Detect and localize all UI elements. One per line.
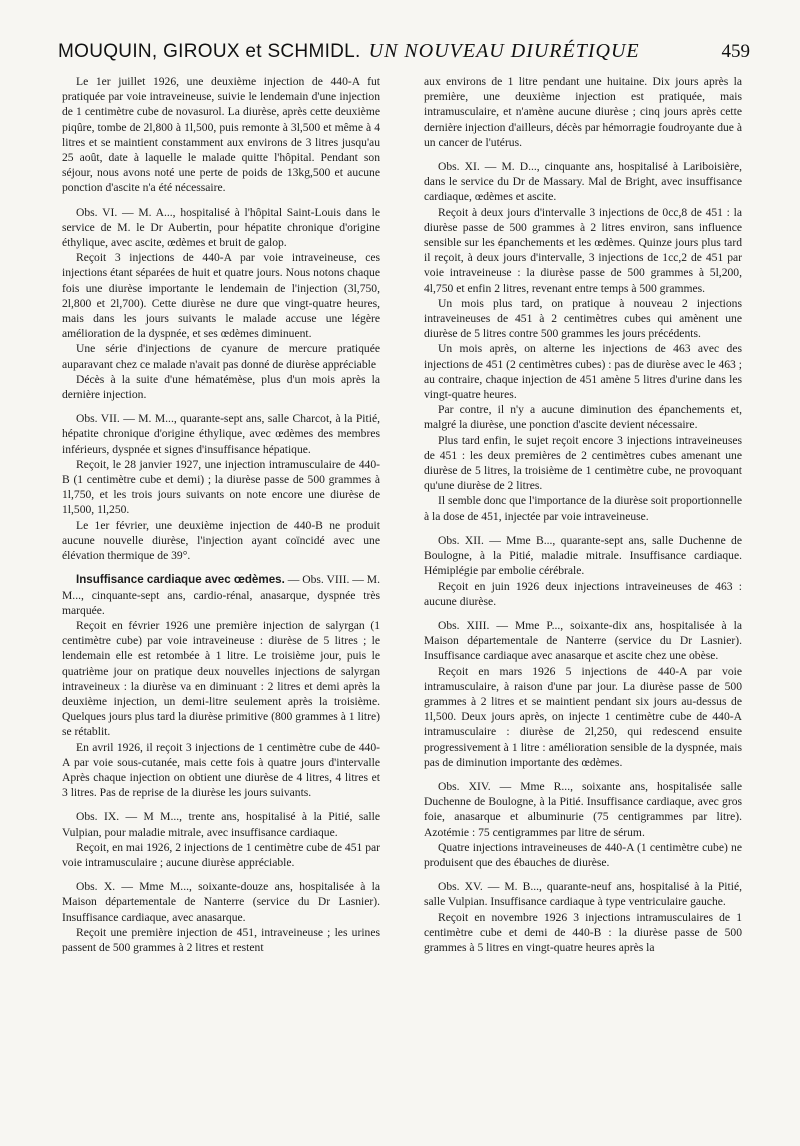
- paragraph-text: Obs. X. — Mme M..., soixante-douze ans, hospitalisée à la Maison départementale de Nanterre (service du Dr Lasnier). Insuffisance cardiaque, avec anasarque.: [62, 880, 380, 924]
- paragraph-text: En avril 1926, il reçoit 3 injections de 1 centimètre cube de 440-A par voie sous-cutanée, mais cette fois à quatre jours d'intervalle Après chaque injection on obtient une diurèse de 4 litres, 4 litres et 3 litres. Pas de reprise de la diurèse les jours suivants.: [62, 740, 380, 800]
- header-left: [58, 40, 640, 63]
- paragraph-text: Reçoit en juin 1926 deux injections intraveineuses de 463 : aucune diurèse.: [424, 579, 742, 608]
- paragraph-text: Décès à la suite d'une hématémèse, plus d'un mois après la dernière injection.: [62, 372, 380, 402]
- paragraph-text: Reçoit une première injection de 451, intraveineuse ; les urines passent de 500 grammes à 2 litres et restent: [62, 925, 380, 954]
- body-paragraph: [424, 296, 742, 342]
- observation-paragraph: [62, 411, 380, 457]
- paragraph-text: Il semble donc que l'importance de la diurèse soit proportionnelle à la dose de 451, injectée par voie intraveineuse.: [424, 494, 742, 523]
- paragraph-text: Reçoit en février 1926 une première injection de salyrgan (1 centimètre cube) par voie intraveineuse : diurèse de 5 litres ; le lendemain elle est retombée à 1 litre. Le troisième jour, puis le quatrième jour on pratique deux nouvelles injections de salyrgan intraveineux : la diurèse va en diminuant : 2 litres et demi après la deuxième injection, un demi-litre seulement après la troisième. Quelques jours plus tard la diurèse primitive (800 grammes à 1 litre) se rétablit.: [62, 618, 380, 739]
- left-text-column: [62, 74, 380, 955]
- paragraph-text: Obs. VI. — M. A..., hospitalisé à l'hôpital Saint-Louis dans le service de M. le Dr Aubertin, pour hépatite chronique d'origine éthylique, avec ascite, œdèmes et bruit de galop.: [62, 205, 380, 250]
- paragraph-text: Obs. XIII. — Mme P..., soixante-dix ans, hospitalisée à la Maison départementale de Nanterre (service du Dr Lasnier). Insuffisance cardiaque avec anasarque et ascite chez une obèse.: [424, 618, 742, 663]
- paragraph-text: Le 1er février, une deuxième injection de 440-B ne produit aucune nouvelle diurèse, l'injection ayant coïncidé avec une élévation thermique de 39°.: [62, 518, 380, 563]
- page-number: 459: [721, 41, 750, 62]
- body-paragraph: [424, 341, 742, 402]
- body-paragraph: [424, 910, 742, 956]
- paragraph-text: — Obs. VIII. — M. M..., cinquante-sept ans, cardio-rénal, anasarque, dyspnée très marquée.: [62, 573, 380, 617]
- paragraph-text: Un mois après, on alterne les injections de 463 avec des injections de 451 (2 centimètres cubes) : pas de diurèse avec le 463 ; au contraire, chaque injection de 451 amène 5 litres d'urine dans les vingt-quatre heures.: [424, 342, 742, 402]
- paragraph-text: Reçoit 3 injections de 440-A par voie intraveineuse, ces injections étant séparées de huit et quatre jours. Nous notons chaque fois une diurèse importante le lendemain de l'injection (3l,750, 2l,800 et 2l,700). Cette diurèse ne dure que vingt-quatre heures, mais dans les jours suivants le malade accuse une légère amélioration de la dyspnée, et ses œdèmes diminuent.: [62, 251, 380, 341]
- observation-paragraph: [424, 533, 742, 579]
- header-article-title: UN NOUVEAU DIURÉTIQUE: [368, 40, 640, 62]
- observation-paragraph: [62, 572, 380, 618]
- observation-paragraph: [62, 205, 380, 251]
- body-paragraph: [62, 518, 380, 564]
- body-paragraph: [424, 579, 742, 609]
- paragraph-text: Une série d'injections de cyanure de mercure pratiquée auparavant chez ce malade n'avait pas donné de diurèse appréciable: [62, 342, 380, 371]
- paragraph-text: Plus tard enfin, le sujet reçoit encore 3 injections intraveineuses de 451 : les deux premières de 2 centimètres cubes amenant une diurèse de 5 litres, la troisième de 1 centimètre cube, ne provoquant qu'une diurèse de 2 litres.: [424, 433, 742, 493]
- body-paragraph: [62, 618, 380, 740]
- paragraph-text: Reçoit à deux jours d'intervalle 3 injections de 0cc,8 de 451 : la diurèse passe de 500 grammes à 2 litres environ, sans influence sensible sur les épanchements et les œdèmes. Quinze jours plus tard il reçoit, à deux jours d'intervalle, 3 injections de 1cc,2 de 451 par voie intraveineuse : la diurèse passe de 500 grammes à 5l,200, 4l,750 et enfin 2 litres, revenant entre temps à 500 grammes.: [424, 205, 742, 295]
- body-paragraph: [424, 493, 742, 523]
- paragraph-text: Quatre injections intraveineuses de 440-A (1 centimètre cube) ne produisent que des ébauches de diurèse.: [424, 840, 742, 869]
- paragraph-text: Obs. XI. — M. D..., cinquante ans, hospitalisé à Lariboisière, dans le service du Dr de Massary. Mal de Bright, avec insuffisance cardiaque, œdèmes et ascite.: [424, 160, 742, 204]
- body-paragraph: [62, 740, 380, 801]
- observation-paragraph: [424, 618, 742, 664]
- paragraph-text: Reçoit, en mai 1926, 2 injections de 1 centimètre cube de 451 par voie intramusculaire ; aucune diurèse appréciable.: [62, 840, 380, 869]
- paragraph-text: Obs. XII. — Mme B..., quarante-sept ans, salle Duchenne de Boulogne, à la Pitié, maladie mitrale. Insuffisance cardiaque. Hémiplégie par embolie cérébrale.: [424, 533, 742, 578]
- body-paragraph: [424, 205, 742, 296]
- paragraph-text: Un mois plus tard, on pratique à nouveau 2 injections intraveineuses de 451 à 2 centimètres cubes qui amènent une diurèse de 5 litres contre 500 grammes les jours précédents.: [424, 296, 742, 341]
- header-authors: MOUQUIN, GIROUX et SCHMIDL.: [58, 41, 361, 62]
- paragraph-text: Reçoit en novembre 1926 3 injections intramusculaires de 1 centimètre cube et demi de 440-B : la diurèse passe de 500 grammes à 5 litres en vingt-quatre heures après la: [424, 910, 742, 954]
- body-paragraph: [62, 840, 380, 870]
- observation-paragraph: [424, 779, 742, 840]
- paragraph-text: Par contre, il n'y a aucune diminution des épanchements et, malgré la diurèse, une ponction d'ascite devient nécessaire.: [424, 403, 742, 432]
- body-paragraph: [424, 74, 742, 150]
- body-paragraph: [62, 925, 380, 955]
- body-paragraph: [424, 402, 742, 432]
- body-paragraph: [424, 433, 742, 494]
- body-paragraph: [424, 840, 742, 870]
- paragraph-text: Obs. XIV. — Mme R..., soixante ans, hospitalisée salle Duchenne de Boulogne, à la Pitié. Insuffisance cardiaque, avec gros foie, anasarque et albuminurie (75 centigrammes par litre). Azotémie : 75 centigrammes par litre de sérum.: [424, 779, 742, 839]
- observation-paragraph: [424, 879, 742, 909]
- paragraph-text: Le 1er juillet 1926, une deuxième injection de 440-A fut pratiquée par voie intraveineuse, suivie le lendemain d'une injection de 1 centimètre cube de novasurol. La diurèse, après cette deuxième piqûre, tombe de 2l,800 à 1l,500, puis remonte à 3l,500 et même à 4 litres et se maintient constamment aux environs de 3 litres jusqu'au 25 août, date à laquelle le malade quitte l'hôpital. Pendant son séjour, nous avons noté une perte de poids de 13kg,500 et aucune ponction d'ascite n'a été nécessaire.: [62, 75, 380, 195]
- paragraph-text: Reçoit en mars 1926 5 injections de 440-A par voie intramusculaire, à raison d'une par jour. La diurèse passe de 500 grammes à 2 litres et se maintient pendant six jours au-dessus de 1l,500. Deux jours après, on injecte 1 centimètre cube de 440-A intramusculaire : diurèse de 2l,250, qui redescend ensuite progressivement à 1 litre : amélioration sensible de la dyspnée, mais pas de diminution importante des œdèmes.: [424, 664, 742, 769]
- body-paragraph: [62, 457, 380, 518]
- observation-paragraph: [424, 159, 742, 205]
- body-paragraph: [62, 74, 380, 196]
- body-paragraph: [62, 341, 380, 371]
- observation-paragraph: [62, 809, 380, 839]
- body-paragraph: [62, 372, 380, 402]
- right-text-column: [424, 74, 742, 955]
- running-header: [58, 40, 750, 70]
- body-paragraph: [62, 250, 380, 341]
- paragraph-text: Reçoit, le 28 janvier 1927, une injection intramusculaire de 440-B (1 centimètre cube et demi) ; la diurèse passe de 500 grammes à 1l,750, et les trois jours suivants on note encore une diurèse de 1l,500, 1l,250.: [62, 457, 380, 517]
- section-heading: Insuffisance cardiaque avec œdèmes.: [76, 573, 285, 587]
- observation-paragraph: [62, 879, 380, 925]
- paragraph-text: Obs. VII. — M. M..., quarante-sept ans, salle Charcot, à la Pitié, hépatite chronique d'origine éthylique, avec œdèmes des membres inférieurs, dyspnée et signes d'insuffisance hépatique.: [62, 412, 380, 456]
- body-paragraph: [424, 664, 742, 770]
- paragraph-text: Obs. IX. — M M..., trente ans, hospitalisé à la Pitié, salle Vulpian, pour maladie mitrale, avec insuffisance cardiaque.: [62, 810, 380, 839]
- paragraph-text: Obs. XV. — M. B..., quarante-neuf ans, hospitalisé à la Pitié, salle Vulpian. Insuffisance cardiaque à type ventriculaire gauche.: [424, 880, 742, 909]
- paragraph-text: aux environs de 1 litre pendant une huitaine. Dix jours après la première, une deuxième injection est pratiquée, mais intramusculaire, et n'amène aucune diurèse ; cinq jours après cette dernière injection d'ailleurs, décès par hémorragie foudroyante due à un cancer de l'utérus.: [424, 75, 742, 149]
